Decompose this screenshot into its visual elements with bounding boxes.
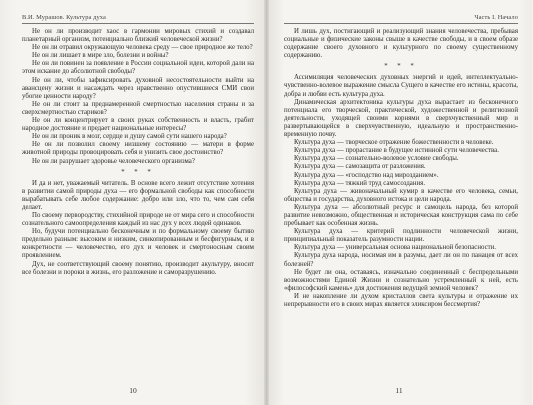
paragraph: Но, будучи потенциально бесконечным и по формальному своему бытию предельно разным: высоким и низким, синкопированным и бесфигурным, и в конкретности — человечество, его дух и человек и смертоносным своим проявлением.	[22, 228, 254, 260]
paragraph: Дух, не соответствующий своему понятию, производит акультуру, вносит все болезни и пороки в жизнь, его разложение и саморазрушению.	[22, 260, 254, 276]
paragraph: Не он ли стоит за преднамеренной смертностью населения страны и за сверхсмертностью стариков?	[22, 100, 254, 116]
paragraph: По своему первородству, стихийной природе не от мира сего и способности сознательного самоопределения каждый из нас дух у всех людей одинаков.	[22, 211, 254, 228]
paragraph: И лишь дух, постигающий и реализующий знания человечества, пребывая социальные и физические законы свыше в качестве свободы, и в своем образе содержание своего духовного и культурного по своему существенному содержанию.	[284, 28, 518, 60]
paragraph: Не он ли проник в мозг, сердце и душу самой сути нашего народа?	[32, 133, 227, 141]
page-number-left: 10	[129, 386, 137, 395]
paragraph: Культура духа — критерий подлинности человеческой жизни, принципиальный показатель разумности нации.	[284, 228, 518, 244]
paragraph: Культура духа — тяжкий труд самосоздания.	[294, 179, 426, 187]
paragraph: Культура духа — сознательно-волевое условие свободы.	[294, 155, 459, 163]
paragraph: Динамическая архитектоника культуры духа вырастает из бесконечного потенциала его творческой, практической, художественной и религиозной деятельности, уходящей своими корнями в сверхчувственный мир и развертывающейся в сверхчувственную, идеальную и пространственно-временную почву.	[284, 98, 518, 139]
running-head-right: Часть I. Начало	[284, 14, 518, 24]
running-head-left: В.И. Мурашов. Культура духа	[22, 14, 254, 24]
paragraph: Не он ли лишает в мире зло, болезни и войны?	[32, 52, 169, 60]
paragraph: Культура духа — творческое отражение божественности в человеке.	[294, 139, 494, 147]
paragraph: И да и нет, уважаемый читатель. В основе всего лежит отсутствие хотения в развитии самой природы духа — его формальной свободы как способности вырабатывать себе любое содержание: добро или зло, что то, чем сам себя делает.	[22, 179, 254, 211]
paragraph: Культура духа — самозащита от разложения.	[294, 163, 426, 171]
paragraph: Ассимиляция человеческих духовных энергий и идей, интеллектуально-чувственно-волевое выражение смысла Сущего в качестве его истины, красоты, добра и любви есть культура духа.	[284, 74, 518, 98]
paragraph: Не он ли отравил окружающую человека среду — свое природное же тело?	[32, 44, 253, 52]
section-divider-stars: * * *	[384, 63, 418, 71]
paragraph: Культура духа — абсолютный ресурс и самоцель народа, без которой развитие невозможно, общественная и историческая конструкция сама по себе пребывает как особенная жизнь.	[284, 203, 518, 228]
paragraph: Не он ли, чтобы зафиксировать духовной несостоятельности выйти на авансцену жизни и насаждать через нравственно опустившиеся СМИ свои убогие ценности народу?	[22, 76, 254, 100]
right-page-body	[284, 28, 518, 309]
paragraph: И не накопление ли духом кристаллов света культуры и отражение их непрерывности его в своих мирах является эликсиром бессмертия?	[284, 292, 518, 308]
section-divider-stars: * * *	[121, 168, 155, 176]
paragraph: Не он ли концентрирует в своих руках собственность и власть, грабит народное достояние и предает национальные интересы?	[22, 117, 254, 133]
paragraph: Не он ли позволил своему низшему состоянию — матери в форме животной природы провоцировать себя и унизить свое достоинство?	[22, 141, 254, 157]
right-page	[266, 0, 532, 405]
page-number-right: 11	[395, 386, 403, 395]
paragraph: Культура духа — «господство над мирозданием».	[294, 171, 439, 179]
paragraph: Культура духа народа, носимая им в разумы, дает ли он по панацея от всех болезней?	[284, 252, 518, 268]
paragraph: Культура духа — универсальная основа национальной безопасности.	[294, 244, 496, 252]
paragraph: Не он ли повинен за появление в России социальной идеи, которой дали на этом искание до абсолютной свободы?	[22, 60, 254, 76]
left-page-body	[22, 28, 254, 277]
paragraph: Не будет ли она, оставаясь, изначально соединенный с беспредельными возможностями Единой Жизни и сознательно устремленный к ней, есть «философский камень» для достижения ведущей земной человек?	[284, 268, 518, 292]
book-gutter	[264, 0, 269, 405]
left-page	[0, 0, 266, 405]
paragraph: Не он ли разрушает здоровье человеческого организма?	[32, 157, 195, 165]
paragraph: Не он ли производит хаос в гармонии мировых стихий и создавал планетарный организм, потенциально близкий человеческой жизни?	[22, 28, 254, 44]
paragraph: Культура духа — прорастание в будущее истинной сути человечества.	[294, 147, 499, 155]
paragraph: Культура духа — живоначальный кумир в качестве его человека, семьи, общества и государства, духовного истока и цели народа.	[284, 187, 518, 203]
